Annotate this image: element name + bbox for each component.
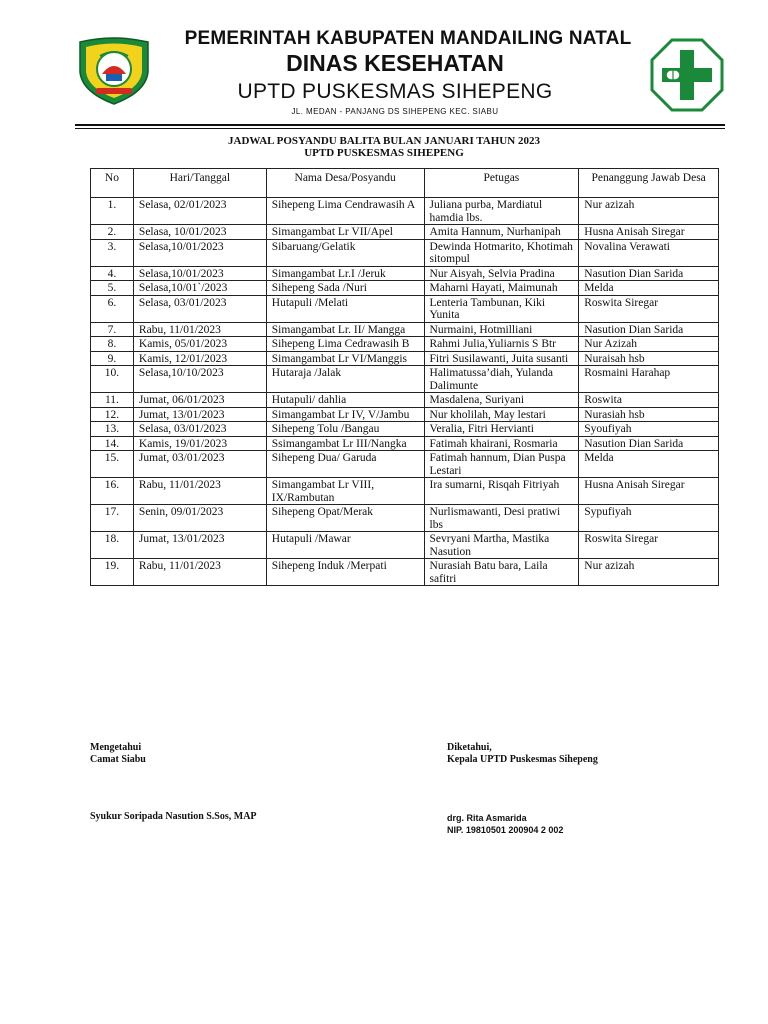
cell-responsible: Nur azizah (579, 198, 719, 225)
cell-village: Simangambat Lr IV, V/Jambu (266, 407, 424, 422)
header-staff: Petugas (424, 169, 579, 198)
header-date: Hari/Tanggal (133, 169, 266, 198)
table-row (91, 337, 719, 352)
cell-responsible: Novalina Verawati (579, 239, 719, 266)
cell-no: 2. (91, 225, 134, 240)
left-sign-label-1: Mengetahui (90, 742, 142, 753)
header-village: Nama Desa/Posyandu (266, 169, 424, 198)
letterhead-unit: UPTD PUSKESMAS SIHEPENG (237, 80, 553, 103)
cell-responsible: Nur azizah (579, 559, 719, 586)
cell-date: Rabu, 11/01/2023 (133, 559, 266, 586)
cell-no: 9. (91, 351, 134, 366)
cell-date: Selasa,10/01/2023 (133, 239, 266, 266)
cell-date: Selasa, 02/01/2023 (133, 198, 266, 225)
schedule-table (90, 168, 719, 586)
cell-village: Hutapuli /Mawar (266, 532, 424, 559)
cell-village: Simangambat Lr VI/Manggis (266, 351, 424, 366)
cell-no: 1. (91, 198, 134, 225)
cell-responsible: Nurasiah hsb (579, 407, 719, 422)
cell-date: Selasa,10/01`/2023 (133, 281, 266, 296)
cell-responsible: Roswita Siregar (579, 295, 719, 322)
cell-village: Ssimangambat Lr III/Nangka (266, 436, 424, 451)
cell-village: Hutaraja /Jalak (266, 366, 424, 393)
right-signatory-name: drg. Rita Asmarida (447, 813, 527, 823)
cell-no: 11. (91, 393, 134, 408)
cell-date: Kamis, 05/01/2023 (133, 337, 266, 352)
table-row (91, 266, 719, 281)
table-row (91, 239, 719, 266)
cell-village: Simangambat Lr VIII, IX/Rambutan (266, 478, 424, 505)
letterhead-department: DINAS KESEHATAN (286, 50, 504, 76)
cell-staff: Maharni Hayati, Maimunah (424, 281, 579, 296)
right-signatory (447, 812, 563, 836)
cell-staff: Amita Hannum, Nurhanipah (424, 225, 579, 240)
title-line-2: UPTD PUSKESMAS SIHEPENG (304, 147, 464, 159)
cell-village: Sihepeng Induk /Merpati (266, 559, 424, 586)
header-divider-thick (75, 124, 725, 126)
cell-responsible: Nuraisah hsb (579, 351, 719, 366)
cell-date: Rabu, 11/01/2023 (133, 322, 266, 337)
right-signature-block (447, 742, 598, 766)
cell-staff: Lenteria Tambunan, Kiki Yunita (424, 295, 579, 322)
right-signatory-nip: NIP. 19810501 200904 2 002 (447, 825, 564, 835)
cell-responsible: Melda (579, 281, 719, 296)
cell-no: 12. (91, 407, 134, 422)
cell-responsible: Rosmaini Harahap (579, 366, 719, 393)
header-no: No (91, 169, 134, 198)
cell-no: 16. (91, 478, 134, 505)
table-row (91, 532, 719, 559)
right-sign-label-2: Kepala UPTD Puskesmas Sihepeng (447, 754, 598, 765)
cell-responsible: Roswita Siregar (579, 532, 719, 559)
table-row (91, 393, 719, 408)
table-row (91, 198, 719, 225)
cell-no: 10. (91, 366, 134, 393)
cell-responsible: Nasution Dian Sarida (579, 266, 719, 281)
cell-date: Senin, 09/01/2023 (133, 505, 266, 532)
table-row (91, 366, 719, 393)
cell-village: Sihepeng Lima Cendrawasih A (266, 198, 424, 225)
cell-staff: Masdalena, Suriyani (424, 393, 579, 408)
header-divider-thin (75, 128, 725, 129)
cell-responsible: Sypufiyah (579, 505, 719, 532)
cell-village: Sihepeng Sada /Nuri (266, 281, 424, 296)
cell-staff: Dewinda Hotmarito, Khotimah sitompul (424, 239, 579, 266)
cell-staff: Fatimah hannum, Dian Puspa Lestari (424, 451, 579, 478)
cell-staff: Fatimah khairani, Rosmaria (424, 436, 579, 451)
table-row (91, 451, 719, 478)
cell-date: Rabu, 11/01/2023 (133, 478, 266, 505)
table-row (91, 295, 719, 322)
cell-staff: Veralia, Fitri Hervianti (424, 422, 579, 437)
cell-date: Kamis, 12/01/2023 (133, 351, 266, 366)
table-row (91, 322, 719, 337)
cell-no: 15. (91, 451, 134, 478)
header-responsible: Penanggung Jawab Desa (579, 169, 719, 198)
cell-no: 7. (91, 322, 134, 337)
left-sign-label-2: Camat Siabu (90, 754, 146, 765)
cell-no: 17. (91, 505, 134, 532)
document-title (100, 135, 668, 159)
cell-village: Sihepeng Lima Cedrawasih B (266, 337, 424, 352)
cell-date: Kamis, 19/01/2023 (133, 436, 266, 451)
cell-village: Hutapuli /Melati (266, 295, 424, 322)
table-row (91, 436, 719, 451)
cell-staff: Halimatussa’diah, Yulanda Dalimunte (424, 366, 579, 393)
letterhead-address: JL. MEDAN - PANJANG DS SIHEPENG KEC. SIABU (291, 107, 499, 116)
cell-date: Jumat, 13/01/2023 (133, 407, 266, 422)
cell-village: Simangambat Lr. II/ Mangga (266, 322, 424, 337)
table-row (91, 351, 719, 366)
cell-no: 19. (91, 559, 134, 586)
cell-staff: Rahmi Julia,Yuliarnis S Btr (424, 337, 579, 352)
cell-staff: Juliana purba, Mardiatul hamdia lbs. (424, 198, 579, 225)
cell-staff: Nurmaini, Hotmilliani (424, 322, 579, 337)
cell-village: Simangambat Lr VII/Apel (266, 225, 424, 240)
cell-date: Jumat, 06/01/2023 (133, 393, 266, 408)
cell-no: 4. (91, 266, 134, 281)
cell-responsible: Nasution Dian Sarida (579, 436, 719, 451)
cell-staff: Nurasiah Batu bara, Laila safitri (424, 559, 579, 586)
cell-date: Jumat, 03/01/2023 (133, 451, 266, 478)
table-row (91, 505, 719, 532)
cell-date: Selasa, 10/01/2023 (133, 225, 266, 240)
table-row (91, 422, 719, 437)
right-sign-label-1: Diketahui, (447, 742, 492, 753)
table-row (91, 478, 719, 505)
cell-responsible: Husna Anisah Siregar (579, 478, 719, 505)
cell-responsible: Syoufiyah (579, 422, 719, 437)
cell-no: 14. (91, 436, 134, 451)
cell-no: 3. (91, 239, 134, 266)
cell-staff: Nurlismawanti, Desi pratiwi lbs (424, 505, 579, 532)
cell-responsible: Nur Azizah (579, 337, 719, 352)
cell-responsible: Nasution Dian Sarida (579, 322, 719, 337)
table-row (91, 407, 719, 422)
table-row (91, 559, 719, 586)
cell-no: 5. (91, 281, 134, 296)
cell-date: Selasa,10/01/2023 (133, 266, 266, 281)
cell-responsible: Husna Anisah Siregar (579, 225, 719, 240)
cell-no: 8. (91, 337, 134, 352)
cell-village: Hutapuli/ dahlia (266, 393, 424, 408)
title-line-1: JADWAL POSYANDU BALITA BULAN JANUARI TAHUN 2023 (228, 135, 540, 147)
table-header-row (91, 169, 719, 198)
cell-date: Selasa, 03/01/2023 (133, 422, 266, 437)
cell-staff: Ira sumarni, Risqah Fitriyah (424, 478, 579, 505)
cell-staff: Nur kholilah, May lestari (424, 407, 579, 422)
cell-staff: Sevryani Martha, Mastika Nasution (424, 532, 579, 559)
cell-responsible: Melda (579, 451, 719, 478)
left-signature-block (90, 742, 146, 766)
cell-responsible: Roswita (579, 393, 719, 408)
cell-date: Selasa, 03/01/2023 (133, 295, 266, 322)
cell-staff: Nur Aisyah, Selvia Pradina (424, 266, 579, 281)
cell-village: Sihepeng Tolu /Bangau (266, 422, 424, 437)
cell-no: 13. (91, 422, 134, 437)
letterhead-government: PEMERINTAH KABUPATEN MANDAILING NATAL (184, 28, 632, 49)
table-row (91, 225, 719, 240)
cell-village: Sihepeng Dua/ Garuda (266, 451, 424, 478)
cell-village: Simangambat Lr.I /Jeruk (266, 266, 424, 281)
left-signatory-name: Syukur Soripada Nasution S.Sos, MAP (90, 811, 257, 822)
cell-date: Selasa,10/10/2023 (133, 366, 266, 393)
cell-village: Sihepeng Opat/Merak (266, 505, 424, 532)
table-row (91, 281, 719, 296)
cell-no: 6. (91, 295, 134, 322)
cell-village: Sibaruang/Gelatik (266, 239, 424, 266)
cell-staff: Fitri Susilawanti, Juita susanti (424, 351, 579, 366)
cell-date: Jumat, 13/01/2023 (133, 532, 266, 559)
cell-no: 18. (91, 532, 134, 559)
